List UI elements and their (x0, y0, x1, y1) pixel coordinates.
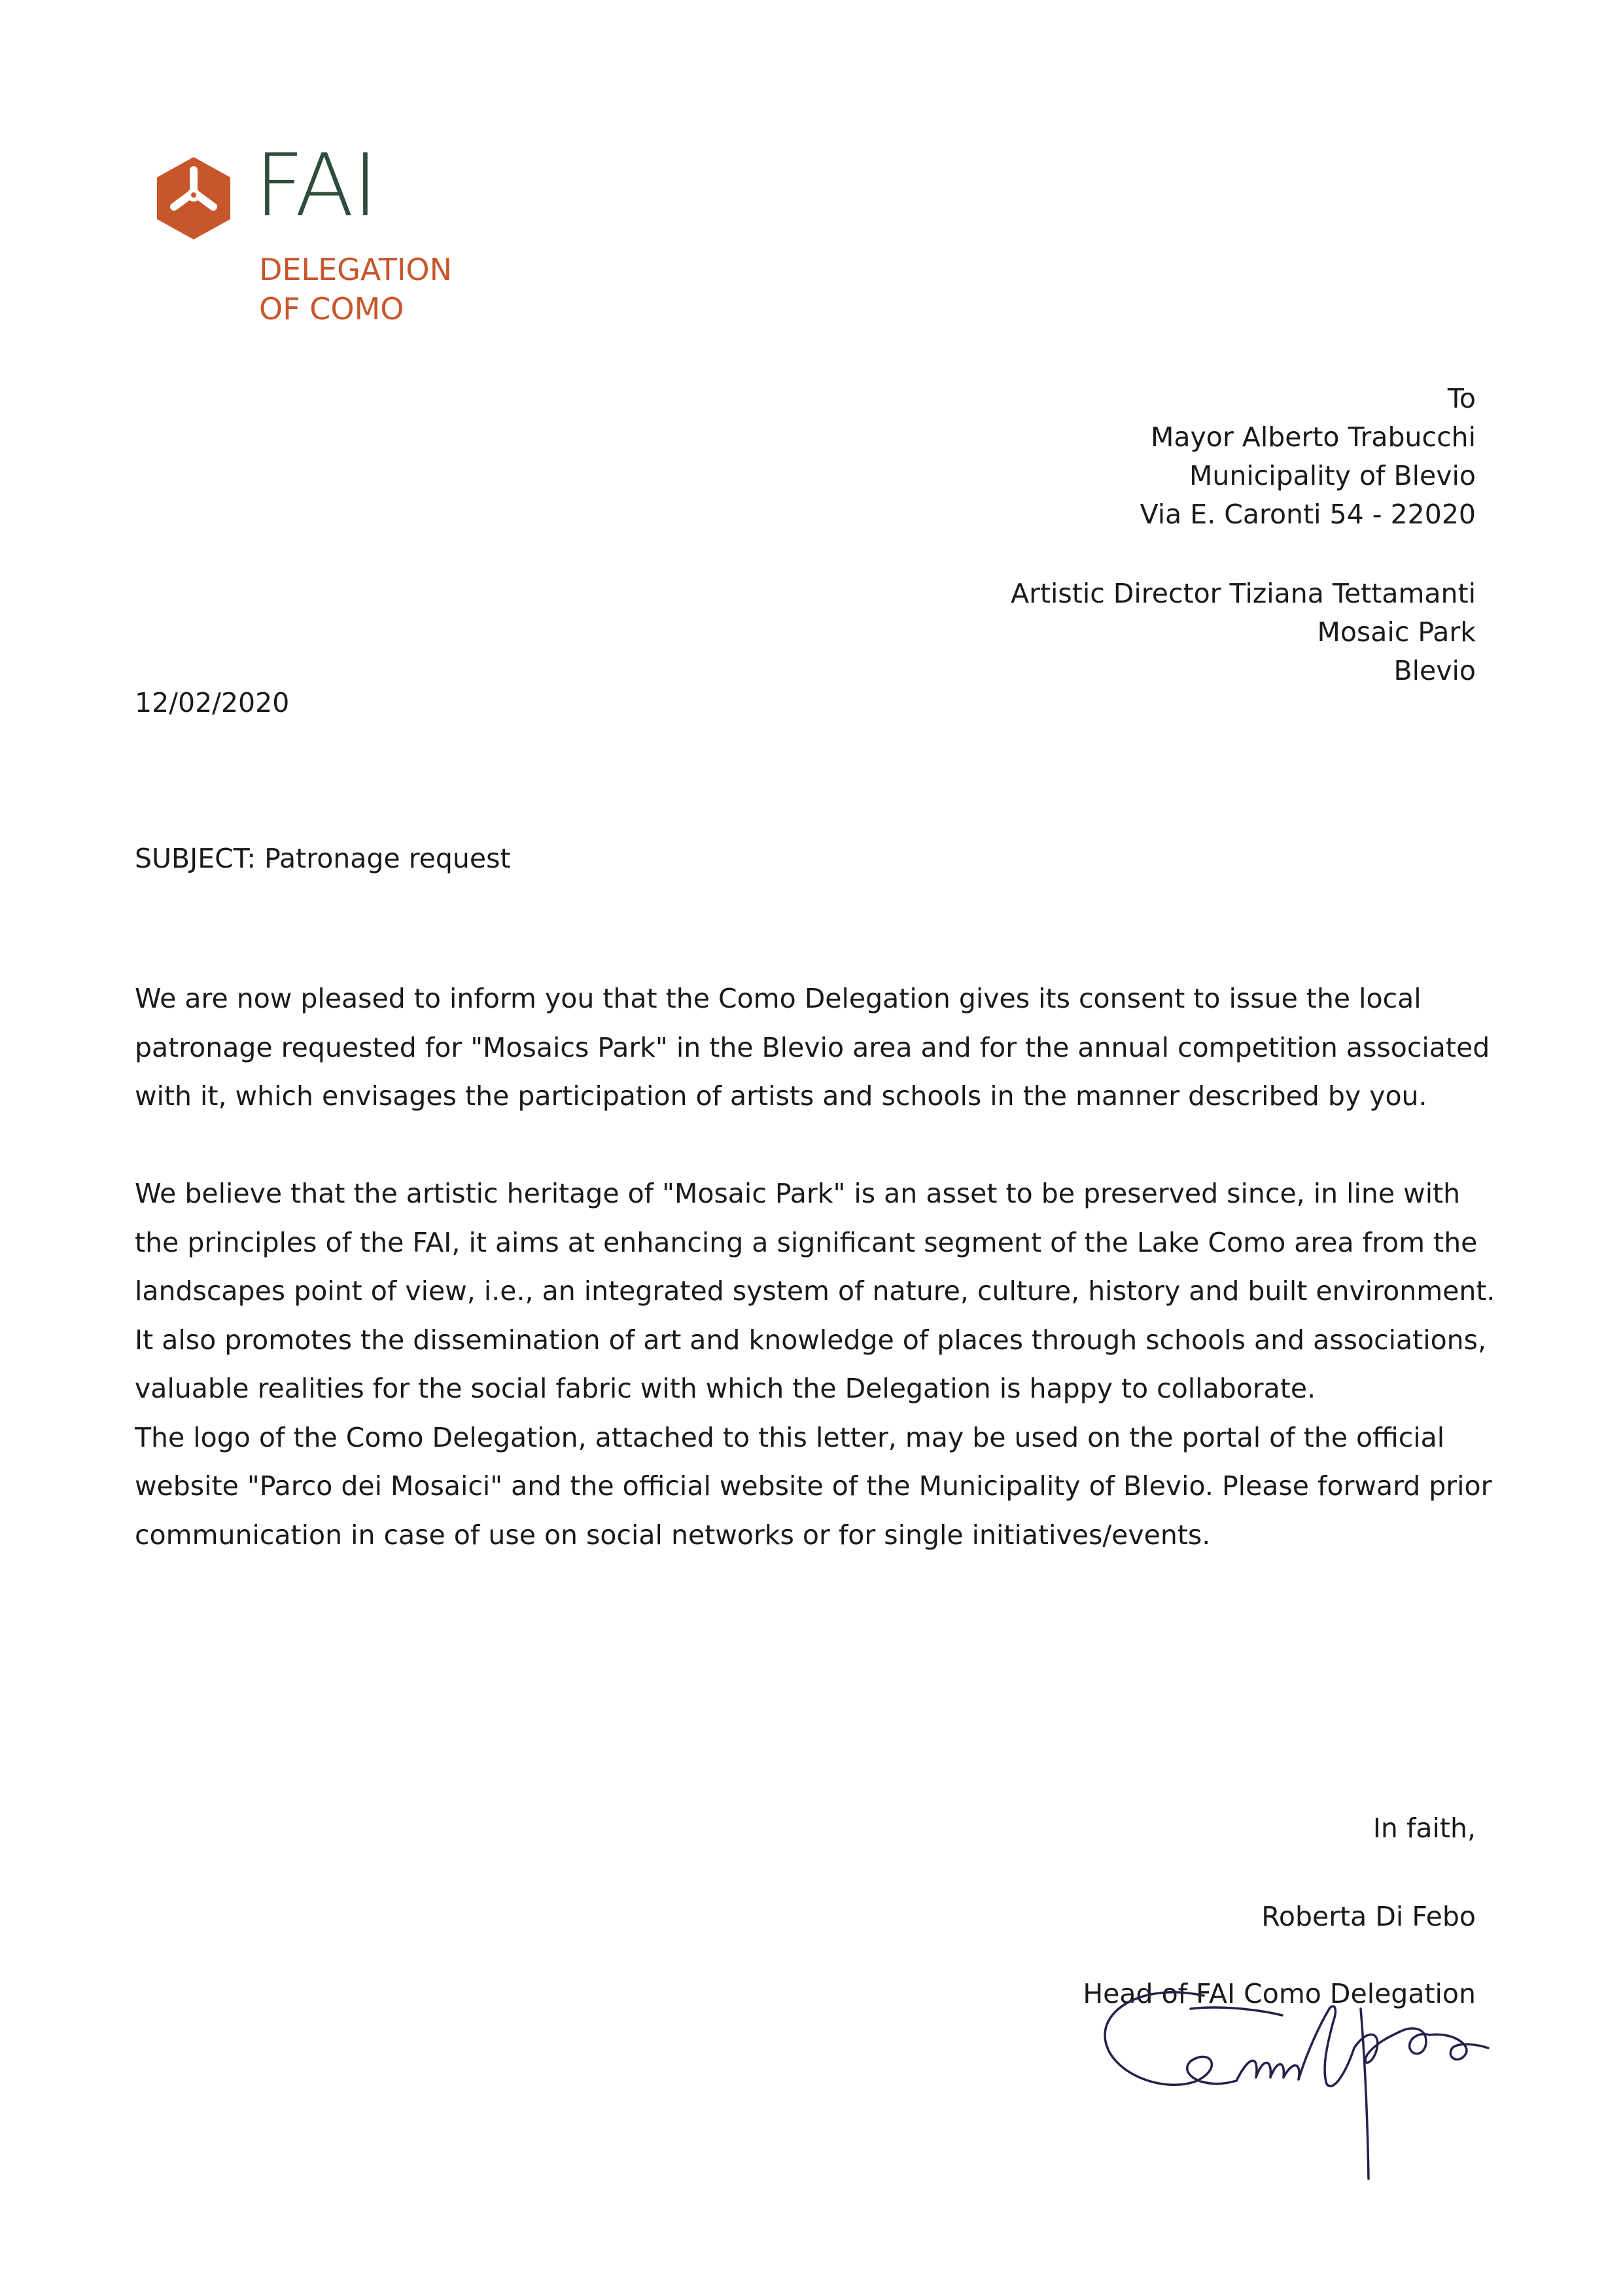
body-paragraph: The logo of the Como Delegation, attached to this letter, may be used on the portal of the official website "Parco dei Mosaici" and the official website of the Municipality of Blevio. Please forward prior communication in case of use on social networks or for single initiatives/events. (135, 1421, 1492, 1551)
recipient-line: Municipality of Blevio (1189, 460, 1476, 491)
logo-wordmark: FAI (254, 135, 377, 236)
signatory-name: Roberta Di Febo (1261, 1901, 1476, 1932)
closing-salutation: In faith, (1372, 1812, 1476, 1844)
recipient-line: Mayor Alberto Trabucchi (1151, 421, 1476, 453)
letter-body (135, 974, 1502, 1559)
recipient-block-2 (1011, 574, 1476, 690)
recipient2-line: Mosaic Park (1317, 616, 1476, 648)
recipient-line: To (1447, 383, 1476, 414)
recipient-line: Via E. Caronti 54 - 22020 (1140, 499, 1476, 530)
signatory-role: Head of FAI Como Delegation (1083, 1978, 1476, 2009)
fai-logo (154, 135, 495, 328)
fai-hexagon-logo-icon (154, 156, 233, 241)
recipient2-line: Blevio (1393, 655, 1476, 686)
body-paragraph: We believe that the artistic heritage of "Mosaic Park" is an asset to be preserved since, in line with the principles of the FAI, it aims at enhancing a significant segment of the Lake Como area from the landscapes point of view, i.e., an integrated system of nature, culture, history and built environment. It also promotes the dissemination of art and knowledge of places through schools and associations, valuable realities for the social fabric with which the Delegation is happy to collaborate. (135, 1178, 1495, 1404)
letter-subject: SUBJECT: Patronage request (135, 843, 511, 874)
handwritten-signature (1086, 1969, 1518, 2185)
recipient2-line: Artistic Director Tiziana Tettamanti (1011, 578, 1476, 609)
logo-subtitle: DELEGATION OF COMO (259, 252, 453, 327)
letter-date: 12/02/2020 (135, 687, 290, 718)
body-paragraph: We are now pleased to inform you that the Como Delegation gives its consent to issue the local patronage requested for "Mosaics Park" in the Blevio area and for the annual competition associated with it, which envisages the participation of artists and schools in the manner described by you. (135, 983, 1490, 1112)
recipient-block (1140, 380, 1476, 534)
